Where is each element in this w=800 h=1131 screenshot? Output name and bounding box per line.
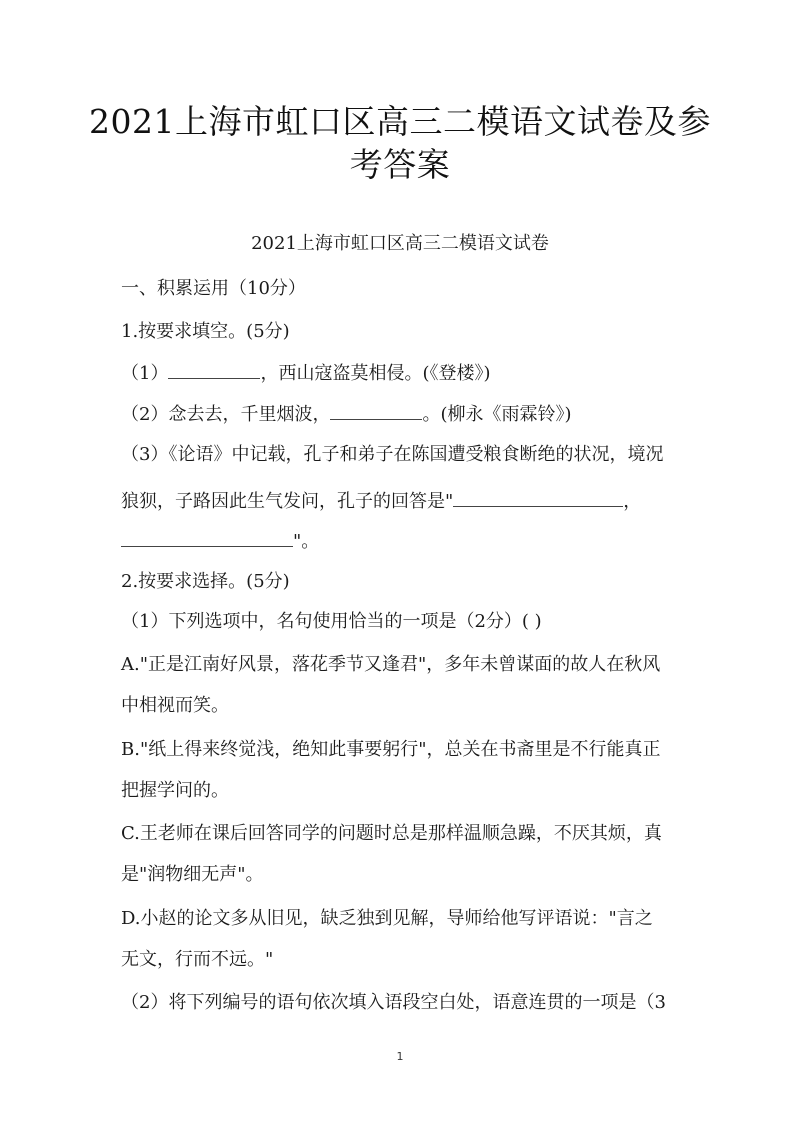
question-1-item-3-line-3 bbox=[121, 528, 319, 555]
section-heading: 一、积累运用（10分） bbox=[121, 278, 306, 299]
fill-blank-1 bbox=[168, 360, 260, 379]
fill-blank-4 bbox=[121, 528, 293, 547]
page-number: 1 bbox=[396, 1050, 404, 1063]
item-1-prefix: （1） bbox=[121, 363, 169, 384]
item-2-prefix: （2）念去去，千里烟波， bbox=[121, 404, 331, 425]
question-2-sub-2: （2）将下列编号的语句依次填入语段空白处，语意连贯的一项是（3 bbox=[121, 992, 666, 1013]
fill-blank-2 bbox=[330, 401, 422, 420]
question-1-heading: 1.按要求填空。(5分) bbox=[121, 321, 290, 342]
fill-blank-3 bbox=[453, 488, 623, 507]
option-c-line-2: 是"润物细无声"。 bbox=[121, 864, 264, 885]
option-d-line-1: D.小赵的论文多从旧见，缺乏独到见解，导师给他写评语说："言之 bbox=[121, 908, 653, 929]
option-b-line-1: B."纸上得来终觉浅，绝知此事要躬行"，总关在书斋里是不行能真正 bbox=[121, 739, 661, 760]
option-c-line-1: C.王老师在课后回答同学的问题时总是那样温顺急躁，不厌其烦，真 bbox=[121, 823, 662, 844]
item-3-line-2-prefix: 狼狈，子路因此生气发问，孔子的回答是" bbox=[121, 491, 454, 512]
document-title-line-2: 考答案 bbox=[349, 145, 451, 184]
item-1-suffix: ，西山寇盗莫相侵。(《登楼》) bbox=[260, 363, 491, 384]
item-2-suffix: 。(柳永《雨霖铃》) bbox=[422, 404, 572, 425]
item-3-line-3-suffix: "。 bbox=[293, 531, 320, 552]
question-2-sub-1: （1）下列选项中，名句使用恰当的一项是（2分）( ) bbox=[121, 611, 542, 632]
question-2-heading: 2.按要求选择。(5分) bbox=[121, 571, 290, 592]
item-3-line-2-suffix: ， bbox=[623, 491, 642, 512]
exam-subtitle: 2021上海市虹口区高三二模语文试卷 bbox=[251, 233, 549, 254]
question-1-item-3-line-2 bbox=[121, 488, 641, 515]
question-1-item-2 bbox=[121, 401, 572, 428]
option-b-line-2: 把握学问的。 bbox=[121, 780, 229, 801]
question-1-item-3-line-1: （3）《论语》中记载，孔子和弟子在陈国遭受粮食断绝的状况，境况 bbox=[121, 444, 664, 465]
option-a-line-1: A."正是江南好风景，落花季节又逢君"，多年未曾谋面的故人在秋风 bbox=[121, 654, 661, 675]
option-d-line-2: 无文，行而不远。" bbox=[121, 949, 274, 970]
option-a-line-2: 中相视而笑。 bbox=[121, 695, 229, 716]
question-1-item-1 bbox=[121, 360, 491, 387]
document-title-line-1: 2021上海市虹口区高三二模语文试卷及参 bbox=[89, 102, 711, 141]
